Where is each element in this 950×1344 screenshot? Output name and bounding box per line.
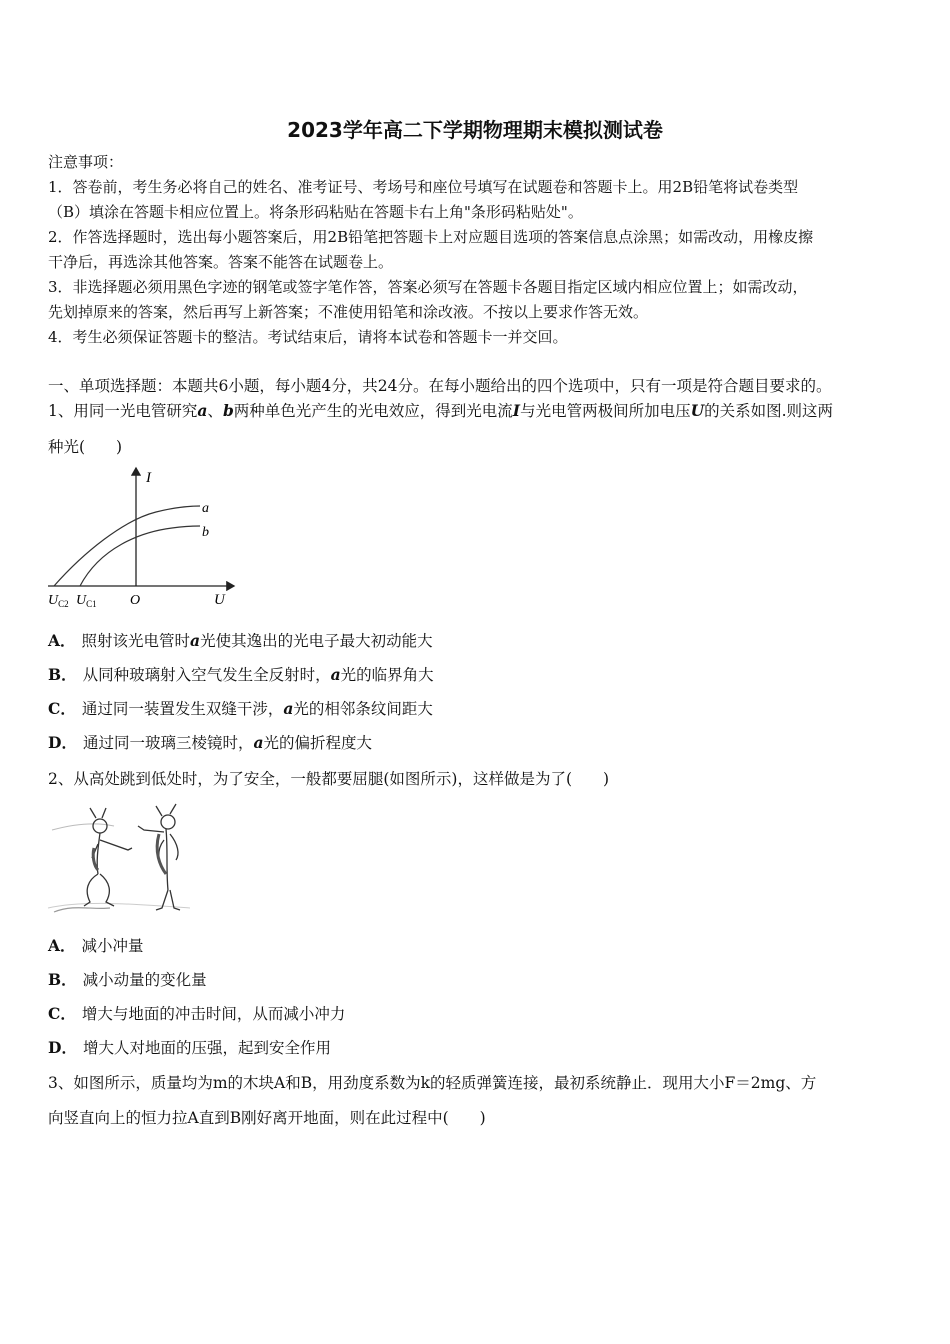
photocurrent-graph [44, 462, 244, 614]
curve-b [80, 526, 200, 586]
q2-option-b: B． 减小动量的变化量 [48, 970, 207, 989]
jumping-figure-illustration [44, 800, 194, 918]
curve-b-label: b [202, 525, 209, 540]
q1-option-b: B． 从同种玻璃射入空气发生全反射时，a光的临界角大 [48, 665, 434, 684]
question-1-stem-line2: 种光( ) [48, 438, 123, 456]
notice-line: 4．考生必须保证答题卡的整洁。考试结束后，请将本试卷和答题卡一并交回。 [48, 328, 568, 346]
notice-line: （B）填涂在答题卡相应位置上。将条形码粘贴在答题卡右上角"条形码粘贴处"。 [48, 203, 583, 221]
notice-line: 先划掉原来的答案，然后再写上新答案；不准使用铅笔和涂改液。不按以上要求作答无效。 [48, 303, 649, 321]
question-3-stem-line2: 向竖直向上的恒力拉A直到B刚好离开地面，则在此过程中( ) [48, 1109, 486, 1127]
uc1-label: $U_{C1}$ [76, 593, 97, 609]
q2-option-d: D． 增大人对地面的压强，起到安全作用 [48, 1038, 331, 1057]
notice-line: 干净后，再选涂其他答案。答案不能答在试题卷上。 [48, 253, 394, 271]
page-title: 2023学年高二下学期物理期末模拟测试卷 [287, 118, 663, 142]
notice-line: 2．作答选择题时，选出每小题答案后，用2B铅笔把答题卡上对应题目选项的答案信息点涂黑；如需改动，用橡皮擦 [48, 228, 814, 246]
notice-line: 3．非选择题必须用黑色字迹的钢笔或签字笔作答，答案必须写在答题卡各题目指定区域内相应位置上；如需改动， [48, 278, 808, 296]
q2-option-a: A． 减小冲量 [48, 936, 144, 955]
u-axis-label: U [214, 592, 225, 608]
question-2-stem: 2、从高处跳到低处时，为了安全，一般都要屈腿(如图所示)，这样做是为了( ) [48, 770, 610, 788]
q1-option-c: C． 通过同一装置发生双缝干涉，a光的相邻条纹间距大 [48, 699, 433, 718]
curve-a [54, 506, 200, 586]
curve-a-label: a [202, 501, 209, 516]
i-axis-label: I [146, 470, 151, 486]
q1-option-d: D． 通过同一玻璃三棱镜时，a光的偏折程度大 [48, 733, 373, 752]
origin-label: O [130, 593, 141, 608]
section-heading: 一、单项选择题：本题共6小题，每小题4分，共24分。在每小题给出的四个选项中，只有一项是符合题目要求的。 [48, 377, 832, 395]
q1-option-a: A． 照射该光电管时a光使其逸出的光电子最大初动能大 [48, 631, 433, 650]
uc2-label: $U_{C2}$ [48, 593, 69, 609]
notice-line: 1．答卷前，考生务必将自己的姓名、准考证号、考场号和座位号填写在试题卷和答题卡上。用2B铅笔将试卷类型 [48, 178, 799, 196]
q2-option-c: C． 增大与地面的冲击时间，从而减小冲力 [48, 1004, 346, 1023]
notice-heading: 注意事项： [48, 153, 124, 171]
question-3-stem: 3、如图所示，质量均为m的木块A和B，用劲度系数为k的轻质弹簧连接，最初系统静止．现用大小F＝2mg、方 [48, 1074, 817, 1092]
question-1-stem: 1、用同一光电管研究a、b两种单色光产生的光电效应，得到光电流I与光电管两极间所加电压U的关系如图.则这两 [48, 401, 834, 420]
